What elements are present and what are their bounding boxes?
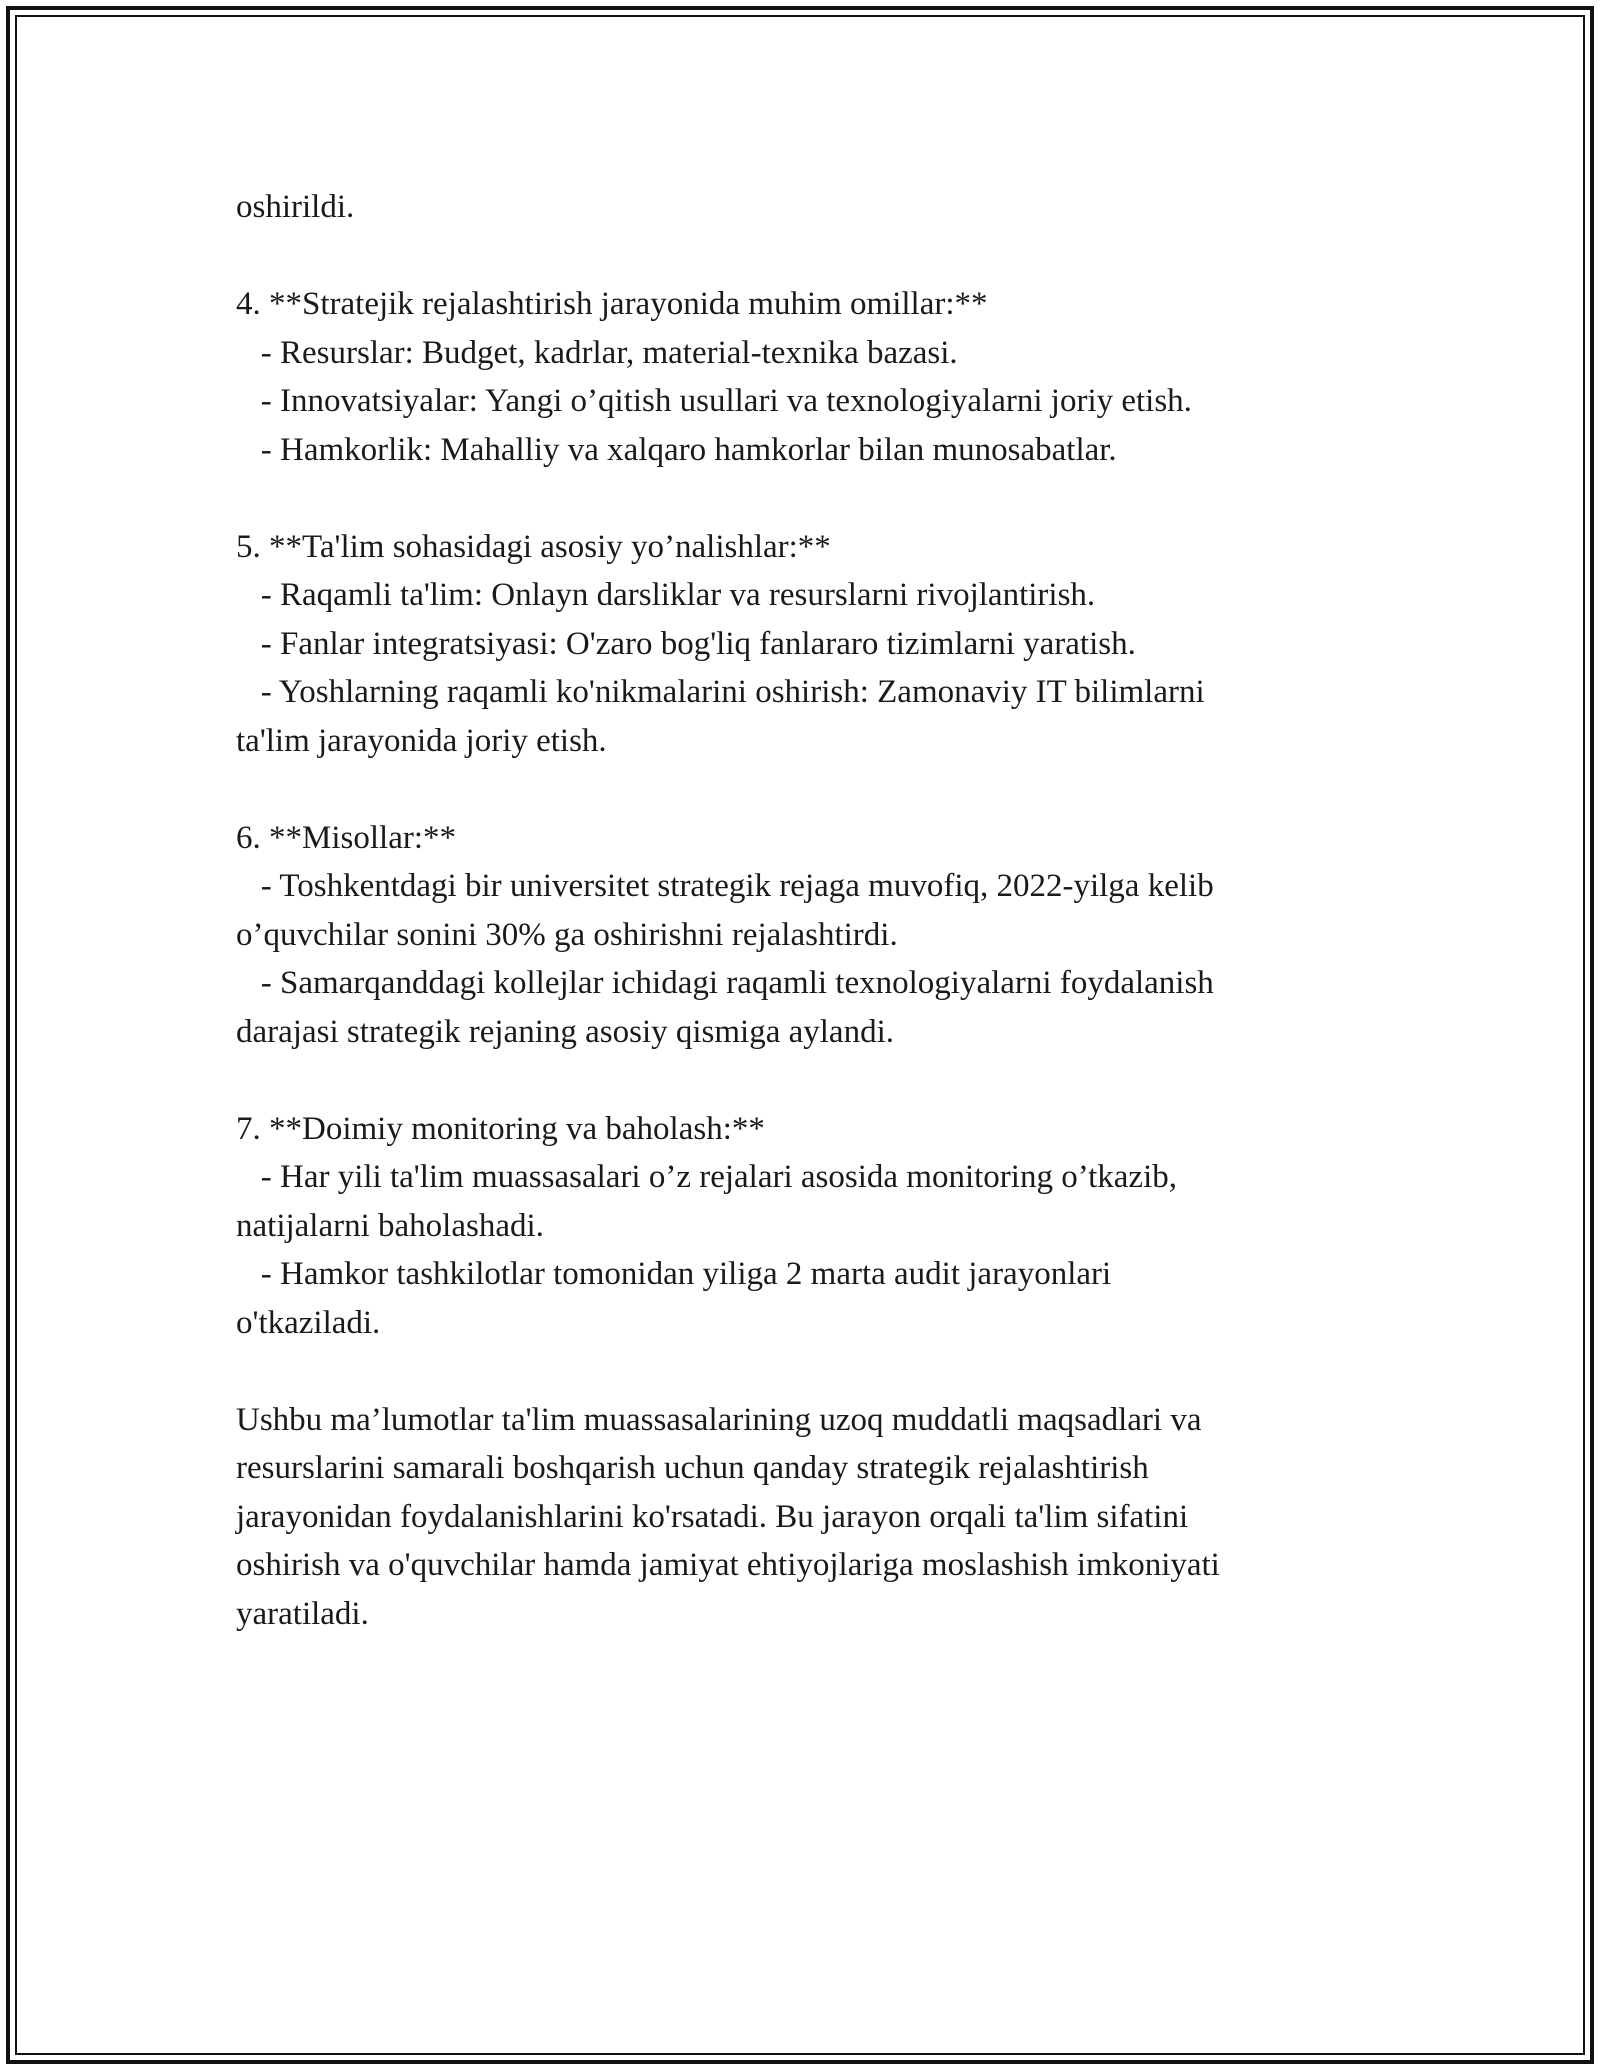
paragraph-gap bbox=[236, 232, 1376, 281]
list-item-continuation: o'tkaziladi. bbox=[236, 1304, 381, 1341]
list-item: - Toshkentdagi bir universitet strategik rejaga muvofiq, 2022-yilga kelib bbox=[236, 868, 1214, 904]
list-item-continuation: natijalarni baholashadi. bbox=[236, 1207, 544, 1244]
list-item: - Innovatsiyalar: Yangi o’qitish usullari va texnologiyalarni joriy etish. bbox=[236, 383, 1192, 419]
summary-line: resurslarini samarali boshqarish uchun qanday strategik rejalashtirish bbox=[236, 1450, 1149, 1486]
paragraph-gap bbox=[236, 474, 1376, 523]
section-heading: 6. **Misollar:** bbox=[236, 819, 456, 856]
text-line: oshirildi. bbox=[236, 189, 355, 225]
list-item: - Yoshlarning raqamli ko'nikmalarini oshirish: Zamonaviy IT bilimlarni bbox=[236, 674, 1205, 710]
summary-line: yaratiladi. bbox=[236, 1595, 369, 1632]
summary-line: Ushbu ma’lumotlar ta'lim muassasalarining uzoq muddatli maqsadlari va bbox=[236, 1401, 1202, 1438]
summary-line: oshirish va o'quvchilar hamda jamiyat ehtiyojlariga moslashish imkoniyati bbox=[236, 1547, 1220, 1583]
list-item: - Fanlar integratsiyasi: O'zaro bog'liq fanlararo tizimlarni yaratish. bbox=[236, 625, 1136, 662]
list-item: - Raqamli ta'lim: Onlayn darsliklar va resurslarni rivojlantirish. bbox=[236, 577, 1096, 613]
list-item: - Hamkor tashkilotlar tomonidan yiliga 2 marta audit jarayonlari bbox=[236, 1256, 1112, 1292]
paragraph-gap bbox=[236, 1347, 1376, 1396]
paragraph-gap bbox=[236, 1056, 1376, 1105]
list-item: - Har yili ta'lim muassasalari o’z rejalari asosida monitoring o’tkazib, bbox=[236, 1159, 1177, 1195]
summary-line: jarayonidan foydalanishlarini ko'rsatadi. Bu jarayon orqali ta'lim sifatini bbox=[236, 1498, 1189, 1535]
paragraph-gap bbox=[236, 765, 1376, 814]
document-body bbox=[236, 183, 1376, 1638]
list-item-continuation: darajasi strategik rejaning asosiy qismiga aylandi. bbox=[236, 1013, 894, 1050]
section-heading: 5. **Ta'lim sohasidagi asosiy yo’nalishlar:** bbox=[236, 528, 831, 565]
list-item-continuation: o’quvchilar sonini 30% ga oshirishni rejalashtirdi. bbox=[236, 916, 898, 953]
section-heading: 7. **Doimiy monitoring va baholash:** bbox=[236, 1110, 765, 1147]
list-item: - Samarqanddagi kollejlar ichidagi raqamli texnologiyalarni foydalanish bbox=[236, 965, 1214, 1001]
list-item-continuation: ta'lim jarayonida joriy etish. bbox=[236, 722, 607, 759]
section-heading: 4. **Stratejik rejalashtirish jarayonida muhim omillar:** bbox=[236, 286, 988, 322]
list-item: - Resurslar: Budget, kadrlar, material-texnika bazasi. bbox=[236, 334, 958, 371]
list-item: - Hamkorlik: Mahalliy va xalqaro hamkorlar bilan munosabatlar. bbox=[236, 431, 1117, 468]
